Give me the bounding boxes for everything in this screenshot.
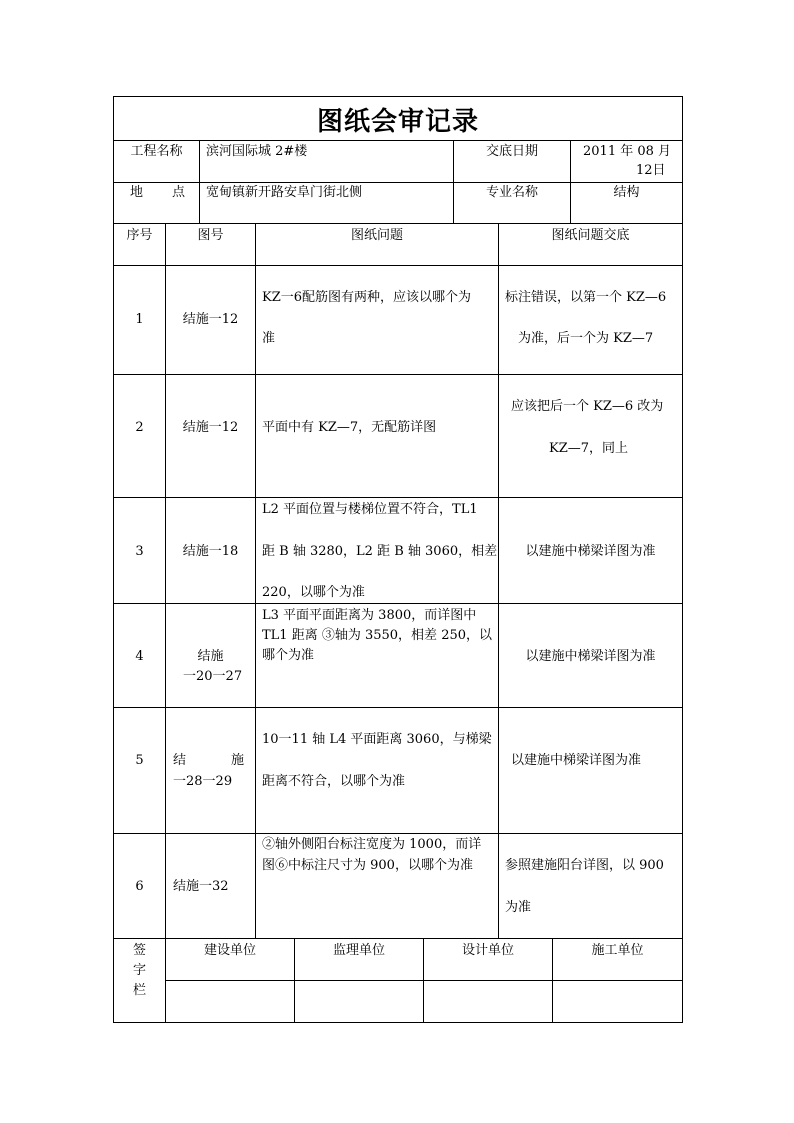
rule-row1-bottom (113, 374, 683, 375)
signature-label-line-2: 字 (132, 963, 146, 978)
signature-owner-field[interactable] (166, 981, 294, 1022)
row-1-drawing: 结施一12 (182, 312, 239, 327)
row-6-drawing: 结施一32 (173, 879, 229, 894)
rule-header-bottom (113, 265, 683, 266)
row-4-no: 4 (135, 649, 144, 664)
row-6-reply-line-2: 为准 (505, 900, 532, 915)
row-3-issue-line-3: 220，以哪个为准 (262, 585, 365, 600)
signature-label-line-1: 签 (132, 943, 146, 958)
row-1-reply-line-2: 为准，后一个为 KZ—7 (518, 331, 654, 346)
column-header-drawing: 图号 (197, 228, 224, 243)
row-3-issue-line-2: 距 B 轴 3280，L2 距 B 轴 3060，相差 (262, 544, 498, 559)
row-2-reply-line-1: 应该把后一个 KZ—6 改为 (511, 399, 664, 414)
rule-row3-bottom (113, 603, 683, 604)
row-4-drawing-line-1: 结施 (197, 649, 224, 664)
row-1-reply-line-1: 标注错误，以第一个 KZ—6 (505, 290, 667, 305)
project-name-label: 工程名称 (130, 144, 183, 159)
location-label-second: 点 (172, 185, 186, 200)
form-title: 图纸会审记录 (316, 106, 479, 137)
column-header-reply: 图纸问题交底 (551, 228, 630, 243)
row-1-no: 1 (135, 312, 144, 327)
row-2-no: 2 (135, 420, 144, 435)
discipline-value: 结构 (613, 185, 640, 200)
rule-info-label-right (199, 140, 200, 223)
rule-row2-bottom (113, 497, 683, 498)
row-3-reply-line-1: 以建施中梯梁详图为准 (525, 544, 656, 559)
row-4-issue-line-2: TL1 距离 ③轴为 3550，相差 250，以 (262, 628, 493, 643)
project-name-value: 滨河国际城 2#楼 (206, 144, 308, 159)
row-5-issue-line-1: 10一11 轴 L4 平面距离 3060，与梯梁 (262, 732, 492, 747)
handover-date-line1: 2011 年 08 月 (583, 144, 672, 159)
row-3-no: 3 (135, 544, 144, 559)
row-6-no: 6 (135, 879, 144, 894)
signature-supervisor-label: 监理单位 (332, 943, 385, 958)
row-2-reply-line-2: KZ—7，同上 (549, 441, 629, 456)
row-2-drawing: 结施一12 (182, 420, 239, 435)
signature-designer-field[interactable] (424, 981, 552, 1022)
row-6-reply-line-1: 参照建施阳台详图，以 900 (505, 858, 664, 873)
rule-row4-bottom (113, 707, 683, 708)
rule-drawing-right (255, 223, 256, 938)
rule-row6-bottom (113, 938, 683, 939)
location-label-first: 地 (130, 185, 144, 200)
row-5-no: 5 (135, 753, 144, 768)
row-5-drawing-line-3: 一28一29 (173, 774, 233, 789)
row-4-drawing-line-2: 一20一27 (183, 669, 243, 684)
row-5-issue-line-2: 距离不符合，以哪个为准 (262, 774, 406, 789)
rule-issue-right (498, 223, 499, 938)
column-header-no: 序号 (126, 228, 153, 243)
row-5-reply-line-1: 以建施中梯梁详图为准 (511, 753, 642, 768)
rule-no-right (165, 223, 166, 938)
rule-row5-bottom (113, 833, 683, 834)
signature-owner-label: 建设单位 (203, 943, 256, 958)
signature-label-line-3: 栏 (132, 983, 146, 998)
row-6-issue-line-1: ②轴外侧阳台标注宽度为 1000，而详 (262, 837, 482, 852)
row-4-reply-line-1: 以建施中梯梁详图为准 (525, 649, 656, 664)
signature-supervisor-field[interactable] (295, 981, 423, 1022)
row-4-issue-line-3: 哪个为准 (262, 648, 315, 663)
rule-info-label2-right (570, 140, 571, 223)
location-value: 宽甸镇新开路安阜门街北侧 (206, 185, 363, 200)
row-4-issue-line-1: L3 平面平面距离为 3800，而详图中 (262, 608, 477, 623)
discipline-label: 专业名称 (485, 185, 538, 200)
row-5-drawing-line-2: 施 (231, 753, 245, 768)
row-3-drawing: 结施一18 (182, 544, 239, 559)
rule-location-bottom (113, 223, 683, 224)
row-1-issue-line-2: 准 (262, 331, 276, 346)
signature-contractor-label: 施工单位 (591, 943, 644, 958)
row-6-issue-line-2: 图⑥中标注尺寸为 900，以哪个为准 (262, 858, 473, 873)
row-5-drawing-line-1: 结 (173, 753, 187, 768)
row-2-issue-line-1: 平面中有 KZ—7，无配筋详图 (262, 420, 437, 435)
row-3-issue-line-1: L2 平面位置与楼梯位置不符合，TL1 (262, 502, 478, 517)
signature-designer-label: 设计单位 (461, 943, 514, 958)
signature-contractor-field[interactable] (553, 981, 682, 1022)
handover-date-line2: 12日 (636, 163, 666, 178)
column-header-issue: 图纸问题 (350, 228, 403, 243)
row-1-issue-line-1: KZ一6配筋图有两种，应该以哪个为 (262, 290, 472, 305)
handover-date-label: 交底日期 (485, 144, 538, 159)
